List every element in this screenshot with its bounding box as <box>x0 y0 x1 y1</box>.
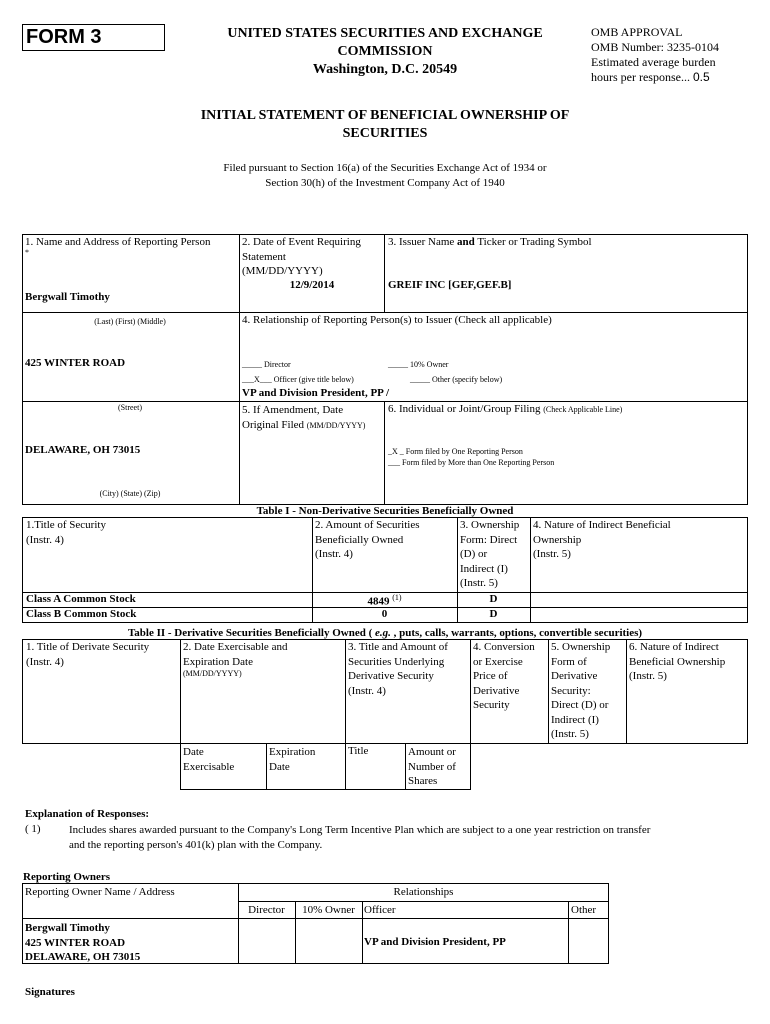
table2-col3-line: Derivative Security <box>348 670 434 682</box>
box6-label <box>388 403 622 415</box>
table2-col3-line: Securities Underlying <box>348 655 445 668</box>
omb-line-1: OMB APPROVAL <box>591 25 683 39</box>
box3-label <box>388 236 592 248</box>
box1-label <box>25 236 210 257</box>
filing-one-person: _X _ Form filed by One Reporting Person <box>388 447 523 456</box>
table1-col4-line: (Instr. 5) <box>533 548 571 560</box>
table1-col4-header <box>533 518 671 562</box>
table2-title-italic: e.g. <box>375 627 391 639</box>
table2-col4-line: Price of <box>473 670 508 682</box>
table1-col3-line: Indirect (I) <box>460 562 508 575</box>
table1-col1-header <box>26 518 106 547</box>
omb-approval <box>591 25 719 85</box>
table1-col3-header <box>460 518 519 591</box>
table2-col2-format: (MM/DD/YYYY) <box>183 669 242 678</box>
table1-col3-line: (D) or <box>460 548 488 560</box>
issuer-name: GREIF INC [GEF,GEF.B] <box>388 279 512 291</box>
explanation-line-1: Includes shares awarded pursuant to the Company's Long Term Incentive Plan which are subject to a one year restriction on transfer <box>69 824 651 836</box>
rel-other: _____ Other (specify below) <box>410 375 503 384</box>
city-caption: (City) (State) (Zip) <box>99 489 161 498</box>
table1-col3-line: (Instr. 5) <box>460 577 498 589</box>
box1-footnote-mark: * <box>25 248 29 257</box>
table1-col2-header <box>315 518 420 562</box>
reporting-person-city: DELAWARE, OH 73015 <box>25 444 141 456</box>
table1-row1-amount <box>312 593 457 608</box>
box2-line-1: 2. Date of Event Requiring <box>242 236 361 248</box>
table2-col1-header <box>26 640 149 669</box>
reporting-owners-heading: Reporting Owners <box>23 871 111 883</box>
table1-col3-line: Form: Direct <box>460 533 518 546</box>
sub-expiration-line: Expiration <box>269 746 316 758</box>
omb-hours-label: hours per response... <box>591 70 690 84</box>
form-label: FORM 3 <box>26 26 102 48</box>
owner-name-address <box>25 921 140 965</box>
sub-date-line: Date <box>183 746 204 758</box>
owners-col-director: Director <box>248 904 285 916</box>
table2-col4-line: Derivative <box>473 684 520 697</box>
table2-title <box>22 627 748 639</box>
table1-col4-line: 4. Nature of Indirect Beneficial <box>533 519 671 531</box>
sub-date-line: Exercisable <box>183 760 235 773</box>
rel-officer: ___X___ Officer (give title below) <box>242 375 354 384</box>
table1-col1-line: 1.Title of Security <box>26 519 106 531</box>
table1-title: Table I - Non-Derivative Securities Beneficially Owned <box>256 505 514 517</box>
table1-col1-line: (Instr. 4) <box>26 533 64 546</box>
box2-label <box>242 235 361 279</box>
owners-col-ten-pct: 10% Owner <box>302 904 355 916</box>
table2-sub-expiration <box>269 745 315 774</box>
table1-col3-line: 3. Ownership <box>460 519 520 531</box>
table1-col4-line: Ownership <box>533 533 582 546</box>
table2-col1-line: (Instr. 4) <box>26 655 64 668</box>
owner-officer-title: VP and Division President, PP <box>364 936 506 948</box>
table2-col5-line: Direct (D) or <box>551 699 609 711</box>
box3-label-and: and <box>457 236 475 248</box>
table1-row1-form: D <box>489 593 498 605</box>
box3-label-post: Ticker or Trading Symbol <box>474 236 592 248</box>
box5-line-2-text: Original Filed <box>242 418 305 431</box>
reporting-person-street: 425 WINTER ROAD <box>25 357 126 369</box>
box3-label-pre: 3. Issuer Name <box>388 236 458 248</box>
owners-col-officer: Officer <box>364 904 396 916</box>
omb-hours-value: 0.5 <box>692 70 710 84</box>
owner-name: Bergwall Timothy <box>25 922 110 934</box>
omb-line-2: OMB Number: 3235-0104 <box>591 40 719 54</box>
table2-title-text: Table II - Derivative Securities Beneficially Owned ( <box>127 627 373 639</box>
name-caption: (Last) (First) (Middle) <box>94 317 166 326</box>
box1-label-text: 1. Name and Address of Reporting Person <box>25 236 211 248</box>
table2-col5-line: Security: <box>551 684 591 697</box>
rel-ten-pct-owner: _____ 10% Owner <box>388 360 449 369</box>
agency-name <box>196 25 574 79</box>
owners-col-other: Other <box>571 904 597 916</box>
signatures-heading: Signatures <box>25 986 75 998</box>
owner-city: DELAWARE, OH 73015 <box>25 951 141 963</box>
table2-col3-line: (Instr. 4) <box>348 684 386 697</box>
box6-label-text: 6. Individual or Joint/Group Filing <box>388 403 541 415</box>
sub-expiration-line: Date <box>269 760 290 773</box>
box4-label: 4. Relationship of Reporting Person(s) to Issuer (Check all applicable) <box>242 314 552 326</box>
explanation-text <box>69 823 749 852</box>
table1-row2-amount: 0 <box>381 608 388 620</box>
explanation-line-2: and the reporting person's 401(k) plan with the Company. <box>69 838 323 851</box>
agency-line-3: Washington, D.C. 20549 <box>312 62 458 77</box>
form-subtitle-line-2: Section 30(h) of the Investment Company Act of 1940 <box>265 177 505 189</box>
table2-title-end: , puts, calls, warrants, options, convertible securities) <box>390 627 643 639</box>
box5-label <box>242 403 365 433</box>
box5-line-2 <box>242 418 365 434</box>
table2-col5-line: Indirect (I) <box>551 713 599 726</box>
table2-col2-header <box>183 640 287 679</box>
owners-col-name: Reporting Owner Name / Address <box>25 886 175 898</box>
sub-amount-line: Amount or <box>408 746 456 758</box>
table2-col4-line: Security <box>473 699 510 711</box>
omb-line-4 <box>591 70 719 85</box>
table1-row2-title: Class B Common Stock <box>26 608 137 620</box>
table2-col3-header <box>348 640 448 698</box>
sub-amount-line: Number of <box>408 760 456 773</box>
box6-note: (Check Applicable Line) <box>543 405 623 414</box>
agency-line-1: UNITED STATES SECURITIES AND EXCHANGE <box>227 26 543 41</box>
owners-col-relationships: Relationships <box>393 886 454 898</box>
table2-col5-line: Form of <box>551 655 587 668</box>
owner-street: 425 WINTER ROAD <box>25 936 126 949</box>
table1-row1-amount-value: 4849 <box>367 595 390 608</box>
event-date: 12/9/2014 <box>289 279 335 291</box>
reporting-person-box <box>22 234 748 505</box>
table1-row1-footnote: (1) <box>392 593 402 602</box>
box2-line-2: Statement <box>242 250 286 263</box>
rel-director: _____ Director <box>242 360 291 369</box>
table2-col2-line: Expiration Date <box>183 655 253 668</box>
table2-sub-amount <box>408 745 456 789</box>
box5-format: (MM/DD/YYYY) <box>306 420 366 430</box>
table2-col6-line: (Instr. 5) <box>629 670 667 682</box>
table2-col5-line: 5. Ownership <box>551 641 611 653</box>
table2-col2-line: 2. Date Exercisable and <box>183 641 288 653</box>
table2-col4-line: 4. Conversion <box>473 641 535 653</box>
box5-line-1: 5. If Amendment, Date <box>242 404 344 416</box>
form-title-line-2: SECURITIES <box>342 126 428 141</box>
omb-line-3: Estimated average burden <box>591 55 716 69</box>
table2-col6-line: 6. Nature of Indirect <box>629 641 719 653</box>
table1-col2-line: 2. Amount of Securities <box>315 519 420 531</box>
table2-col5-line: (Instr. 5) <box>551 728 589 740</box>
table2-col5-header <box>551 640 610 742</box>
table2-col4-header <box>473 640 535 713</box>
table2-col6-line: Beneficial Ownership <box>629 655 726 668</box>
table1-col2-line: (Instr. 4) <box>315 548 353 560</box>
form-title-line-1: INITIAL STATEMENT OF BENEFICIAL OWNERSHIP OF <box>200 108 570 123</box>
reporting-person-name: Bergwall Timothy <box>25 291 110 303</box>
table2-col5-line: Derivative <box>551 670 598 682</box>
table1-col2-line: Beneficially Owned <box>315 533 404 546</box>
table1-row2-form: D <box>489 608 498 620</box>
explanation-footnote-number: ( 1) <box>25 823 41 835</box>
table2-col1-line: 1. Title of Derivate Security <box>26 641 150 653</box>
agency-line-2: COMMISSION <box>337 44 433 59</box>
form-subtitle <box>150 161 620 191</box>
form-title <box>150 107 620 143</box>
sub-amount-line: Shares <box>408 775 438 787</box>
filing-more-persons: ___ Form filed by More than One Reporting Person <box>388 458 555 467</box>
explanation-heading: Explanation of Responses: <box>25 808 150 820</box>
form-subtitle-line-1: Filed pursuant to Section 16(a) of the Securities Exchange Act of 1934 or <box>223 162 547 174</box>
table2-sub-date-exercisable <box>183 745 234 774</box>
box2-line-3: (MM/DD/YYYY) <box>242 265 323 277</box>
table2-sub-title: Title <box>348 745 369 757</box>
officer-title: VP and Division President, PP / <box>242 387 390 399</box>
table2-col4-line: or Exercise <box>473 655 523 668</box>
table1-row1-title: Class A Common Stock <box>26 593 136 605</box>
table2-col6-header <box>629 640 725 684</box>
street-caption: (Street) <box>118 403 142 412</box>
table2-col3-line: 3. Title and Amount of <box>348 641 448 653</box>
